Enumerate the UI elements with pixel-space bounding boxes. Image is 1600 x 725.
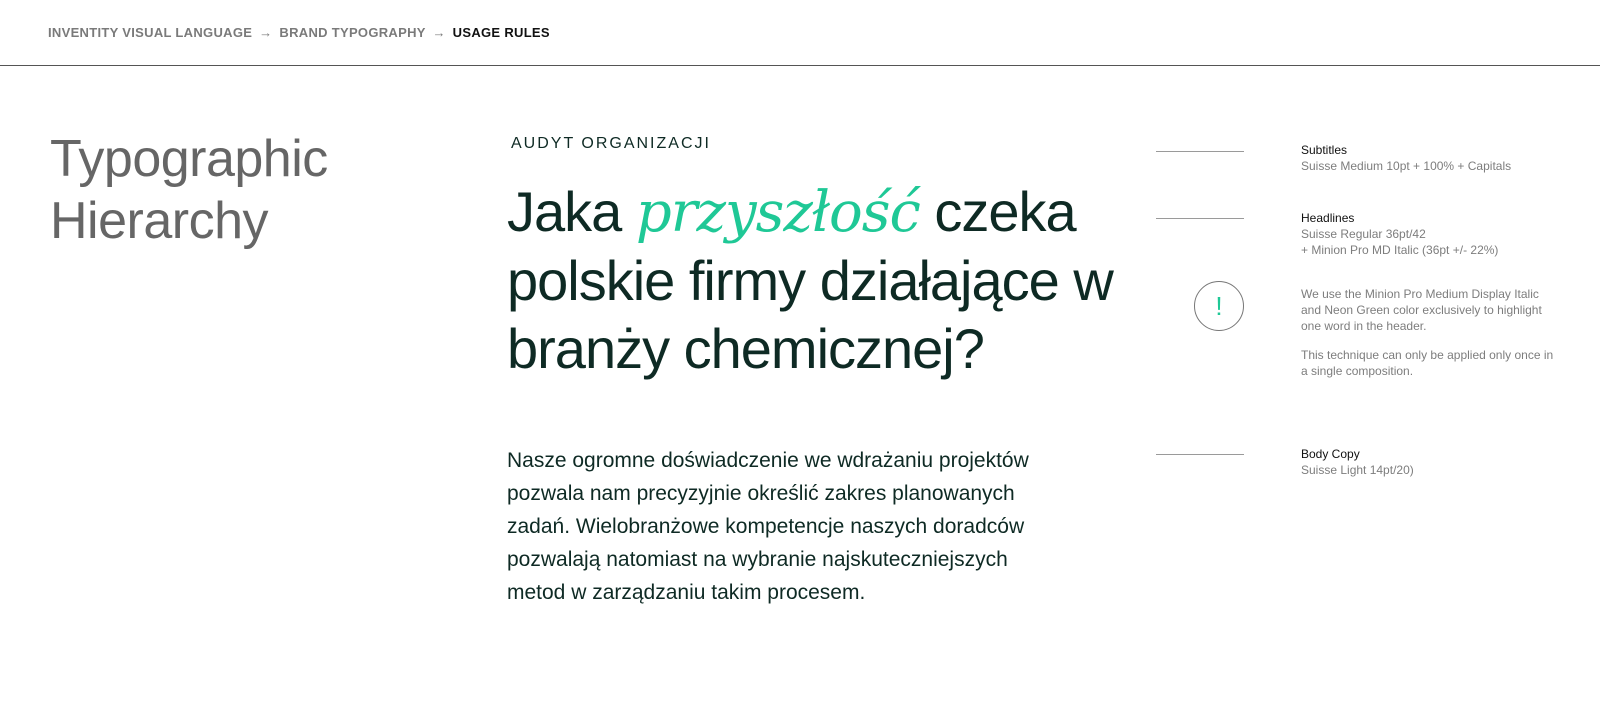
section-title-line2: Hierarchy [50, 192, 268, 250]
sample-subtitle: AUDYT ORGANIZACJI [511, 135, 711, 152]
headline-text-after: czeka polskie firmy działające w branży chemicznej? [507, 180, 1113, 380]
subtitles-guide-line [1156, 151, 1244, 152]
spec-body-copy-detail: Suisse Light 14pt/20) [1301, 463, 1414, 477]
spec-body-copy [1301, 446, 1414, 478]
header-divider [0, 65, 1600, 66]
breadcrumb [48, 25, 550, 40]
body-copy-guide-line [1156, 454, 1244, 455]
spec-headlines-detail-2: + Minion Pro MD Italic (36pt +/- 22%) [1301, 243, 1499, 257]
exclamation-icon: ! [1194, 281, 1244, 331]
highlight-usage-note: We use the Minion Pro Medium Display Italic and Neon Green color exclusively to highlight one word in the header. [1301, 287, 1542, 333]
section-title-line1: Typographic [50, 130, 328, 188]
headline-text-before: Jaka [507, 180, 636, 243]
headlines-guide-line [1156, 218, 1244, 219]
breadcrumb-item-visual-language[interactable]: INVENTITY VISUAL LANGUAGE [48, 25, 253, 40]
spec-headlines-title: Headlines [1301, 211, 1355, 225]
sample-headline [507, 178, 1147, 383]
breadcrumb-arrow-icon: → [432, 25, 446, 40]
spec-headlines [1301, 210, 1498, 258]
breadcrumb-item-current: USAGE RULES [452, 25, 550, 40]
highlight-usage-restriction: This technique can only be applied only once in a single composition. [1301, 348, 1554, 378]
section-title [50, 128, 328, 252]
spec-subtitles-title: Subtitles [1301, 143, 1348, 157]
spec-subtitles-detail: Suisse Medium 10pt + 100% + Capitals [1301, 159, 1512, 173]
breadcrumb-item-brand-typography[interactable]: BRAND TYPOGRAPHY [279, 25, 426, 40]
spec-subtitles [1301, 142, 1511, 174]
sample-body-copy: Nasze ogromne doświadczenie we wdrażaniu projektów pozwala nam precyzyjnie określić zakres planowanych zadań. Wielobranżowe kompetencje naszych doradców pozwalają natomiast na wybranie najskuteczniejszych metod w zarządzaniu takim procesem. [507, 449, 1029, 604]
breadcrumb-arrow-icon: → [259, 25, 273, 40]
headline-highlight-word: przyszłość [635, 180, 920, 245]
spec-headlines-detail-1: Suisse Regular 36pt/42 [1301, 227, 1426, 241]
spec-body-copy-title: Body Copy [1301, 447, 1360, 461]
